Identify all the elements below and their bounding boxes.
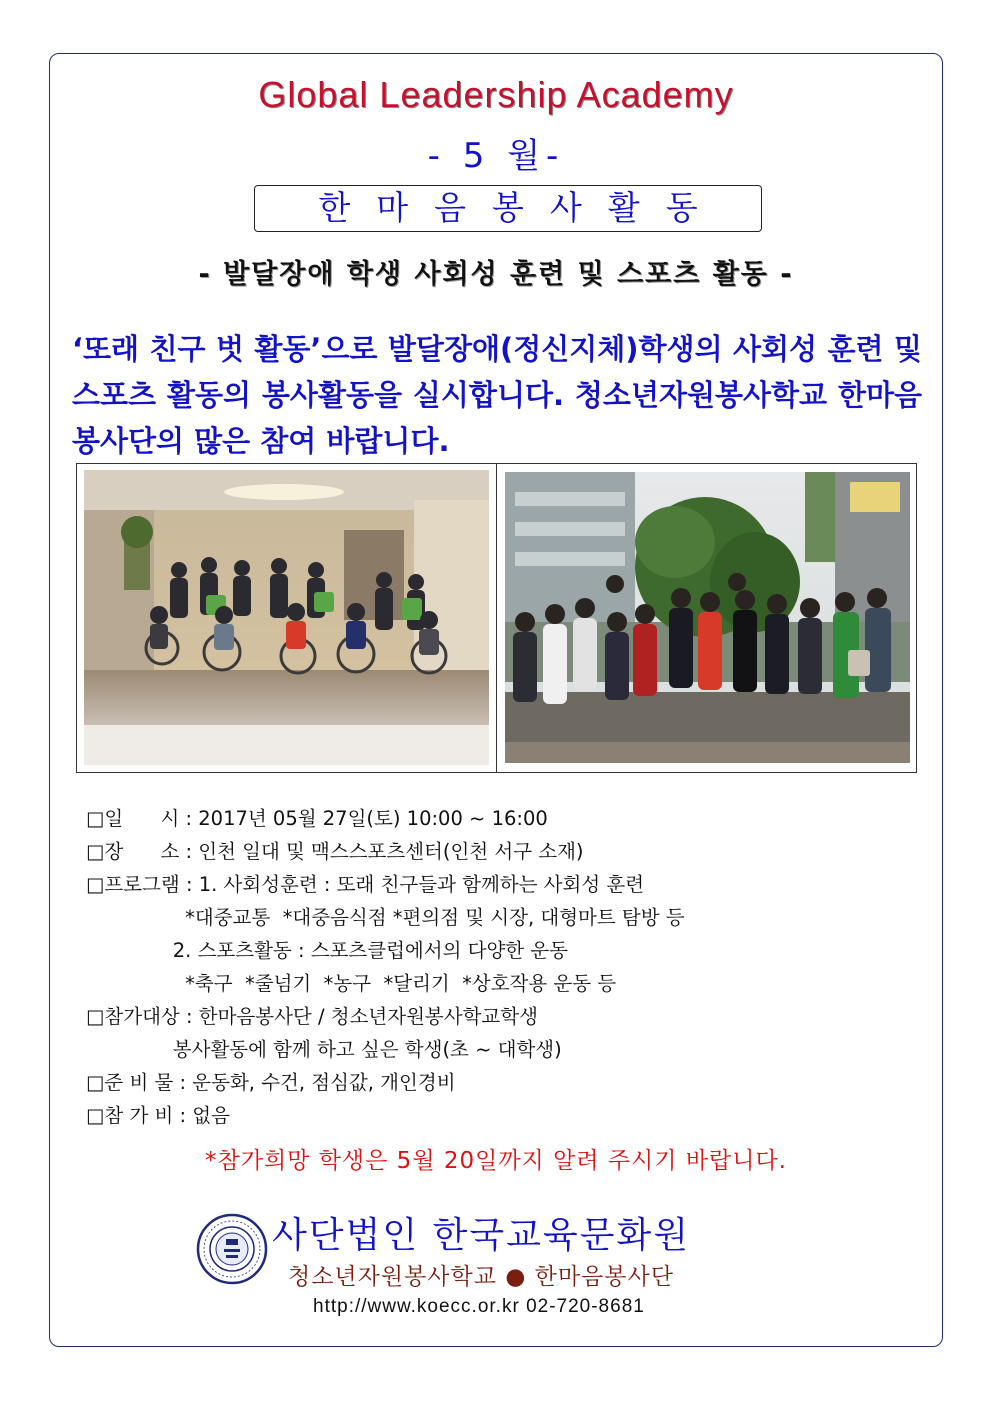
detail-program-2: 2. 스포츠활동 : 스포츠클럽에서의 다양한 운동	[86, 939, 569, 962]
detail-program-1: □프로그램 : 1. 사회성훈련 : 또래 친구들과 함께하는 사회성 훈련	[86, 873, 645, 896]
academy-title: Global Leadership Academy	[258, 74, 734, 115]
detail-date: □일 시 : 2017년 05월 27일(토) 10:00 ~ 16:00	[86, 807, 548, 830]
activity-subtitle: - 발달장애 학생 사회성 훈련 및 스포츠 활동 -	[198, 259, 794, 290]
detail-location: □장 소 : 인천 일대 및 맥스스포츠센터(인천 서구 소재)	[86, 840, 584, 863]
detail-participants-note: 봉사활동에 함께 하고 싶은 학생(초 ~ 대학생)	[86, 1038, 562, 1061]
month-label: - 5 월-	[427, 136, 565, 176]
detail-program-1-items: *대중교통 *대중음식점 *편의점 및 시장, 대형마트 탐방 등	[86, 906, 685, 929]
activity-title-box: 한마음봉사활동	[254, 185, 762, 232]
registration-notice: *참가희망 학생은 5월 20일까지 알려 주시기 바랍니다.	[205, 1148, 787, 1174]
organization-subunits: 청소년자원봉사학교 ● 한마음봉사단	[288, 1264, 674, 1290]
photo-divider	[496, 463, 497, 773]
detail-program-2-items: *축구 *줄넘기 *농구 *달리기 *상호작용 운동 등	[86, 972, 617, 995]
detail-participants: □참가대상 : 한마음봉사단 / 청소년자원봉사학교학생	[86, 1005, 538, 1028]
detail-fee: □참 가 비 : 없음	[86, 1104, 230, 1127]
lobby-wheelchair-photo	[84, 470, 489, 765]
contact-info: http://www.koecc.or.kr 02-720-8681	[313, 1296, 645, 1317]
organization-seal-icon	[196, 1213, 268, 1285]
outdoor-group-photo	[505, 472, 910, 763]
intro-paragraph: ‘또래 친구 벗 활동’으로 발달장애(정신지체)학생의 사회성 훈련 및 스포츠 활동의 봉사활동을 실시합니다. 청소년자원봉사학교 한마음봉사단의 많은 참여 바랍니다.	[72, 332, 922, 458]
event-details	[86, 802, 916, 1132]
organization-name: 사단법인 한국교육문화원	[272, 1215, 690, 1256]
detail-supplies: □준 비 물 : 운동화, 수건, 점심값, 개인경비	[86, 1071, 456, 1094]
